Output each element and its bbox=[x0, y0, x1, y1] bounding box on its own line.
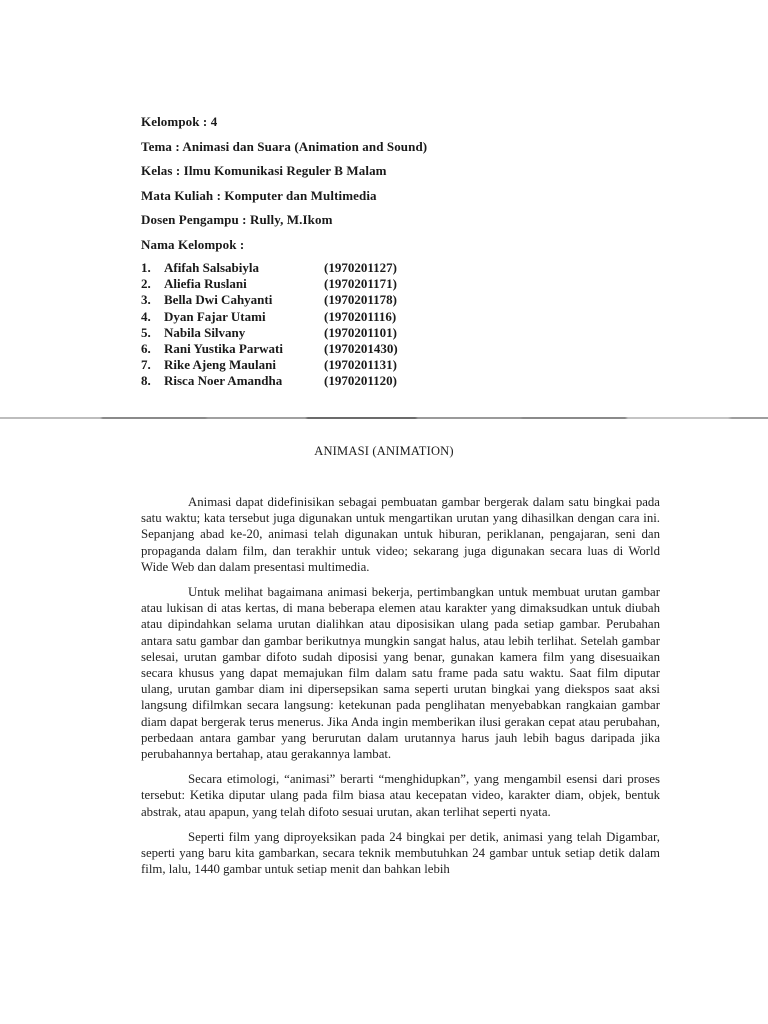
class-line: Kelas : Ilmu Komunikasi Reguler B Malam bbox=[141, 163, 387, 178]
member-id: (1970201131) bbox=[324, 357, 397, 373]
member-id: (1970201101) bbox=[324, 324, 397, 340]
paragraph: Untuk melihat bagaimana animasi bekerja, pertimbangkan untuk membuat urutan gambar atau lukisan di atas kertas, di mana beberapa elemen atau karakter yang dimaksudkan untuk diubah atau dipindahkan selama urutan dialihkan atau diposisikan ulang pada setiap gambar. Perubahan antara satu gambar dan gambar berikutnya mungkin sangat halus, atau lebih terlihat. Setelah gambar selesai, urutan gambar difoto sudah diposisi yang benar, gunakan kamera film yang disesuaikan secara khusus yang dapat memajukan film dalam satu frame pada satu waktu. Saat film diputar ulang, urutan gambar diam ini dipersepsikan sama seperti urutan bingkai yang diekspos saat aksi langsung difilmkan secara langsung: ketekunan pada penglihatan menyebabkan rangkaian gambar diam dapat bergerak terus menerus. Jika Anda ingin memberikan ilusi gerakan cepat atau perubahan, perbedaan antara gambar yang berurutan dalam urutannya harus jauh lebih bagus daripada jika perubahannya bertahap, atau gerakannya lambat. bbox=[141, 585, 660, 762]
member-name: Nabila Silvany bbox=[164, 324, 246, 340]
body-text bbox=[141, 494, 660, 886]
member-id: (1970201127) bbox=[324, 260, 397, 275]
member-id: (1970201171) bbox=[324, 276, 397, 292]
member-name: Bella Dwi Cahyanti bbox=[164, 292, 273, 308]
member-number: 4. bbox=[141, 308, 151, 324]
member-number: 6. bbox=[141, 340, 151, 356]
paragraph: Seperti film yang diproyeksikan pada 24 bingkai per detik, animasi yang telah Digambar, seperti yang baru kita gambarkan, secara teknik membutuhkan 24 gambar untuk setiap detik dalam film, lalu, 1440 gambar untuk setiap menit dan bahkan lebih bbox=[141, 829, 660, 877]
paragraph: Animasi dapat didefinisikan sebagai pembuatan gambar bergerak dalam satu bingkai pada satu waktu; kata tersebut juga digunakan untuk mengartikan urutan yang dihasilkan dengan cara ini. Sepanjang abad ke-20, animasi telah digunakan untuk hiburan, periklanan, pengajaran, seni dan propaganda dalam film, dan terakhir untuk video; sekarang juga digunakan secara luas di World Wide Web dan dalam presentasi multimedia. bbox=[141, 495, 660, 574]
member-number: 7. bbox=[141, 357, 151, 373]
member-row bbox=[141, 276, 398, 292]
paragraph: Secara etimologi, “animasi” berarti “menghidupkan”, yang mengambil esensi dari proses tersebut: Ketika diputar ulang pada film biasa atau kecepatan video, karakter diam, objek, bentuk abstrak, atau apapun, yang telah difoto sesuai urutan, akan terlihat seperti nyata. bbox=[141, 772, 660, 819]
theme-line: Tema : Animasi dan Suara (Animation and Sound) bbox=[141, 138, 428, 154]
member-name: Dyan Fajar Utami bbox=[164, 308, 266, 324]
member-number: 2. bbox=[141, 276, 151, 292]
member-name: Afifah Salsabiyla bbox=[164, 260, 259, 275]
member-list-label: Nama Kelompok : bbox=[141, 236, 245, 252]
member-number: 5. bbox=[141, 324, 151, 340]
document-page-2 bbox=[0, 419, 768, 1024]
section-title: ANIMASI (ANIMATION) bbox=[314, 444, 454, 458]
member-row bbox=[141, 260, 398, 276]
course-line: Mata Kuliah : Komputer dan Multimedia bbox=[141, 187, 377, 203]
document-page-1 bbox=[0, 0, 768, 417]
member-list bbox=[141, 260, 398, 390]
member-name: Risca Noer Amandha bbox=[164, 373, 283, 389]
member-id: (1970201178) bbox=[324, 292, 397, 308]
member-number: 3. bbox=[141, 292, 151, 308]
member-id: (1970201116) bbox=[324, 308, 397, 324]
member-row bbox=[141, 373, 398, 389]
member-id: (1970201120) bbox=[324, 373, 397, 389]
member-row bbox=[141, 292, 398, 308]
group-info-block bbox=[141, 114, 427, 261]
member-row bbox=[141, 341, 398, 357]
member-name: Rike Ajeng Maulani bbox=[164, 357, 276, 373]
group-number: Kelompok : 4 bbox=[141, 114, 218, 129]
member-row bbox=[141, 309, 398, 325]
member-number: 8. bbox=[141, 373, 151, 389]
member-row bbox=[141, 325, 398, 341]
member-id: (1970201430) bbox=[324, 340, 398, 356]
member-row bbox=[141, 357, 398, 373]
member-name: Rani Yustika Parwati bbox=[164, 340, 283, 356]
member-name: Aliefia Ruslani bbox=[164, 276, 247, 292]
member-number: 1. bbox=[141, 260, 151, 275]
lecturer-line: Dosen Pengampu : Rully, M.Ikom bbox=[141, 212, 333, 227]
